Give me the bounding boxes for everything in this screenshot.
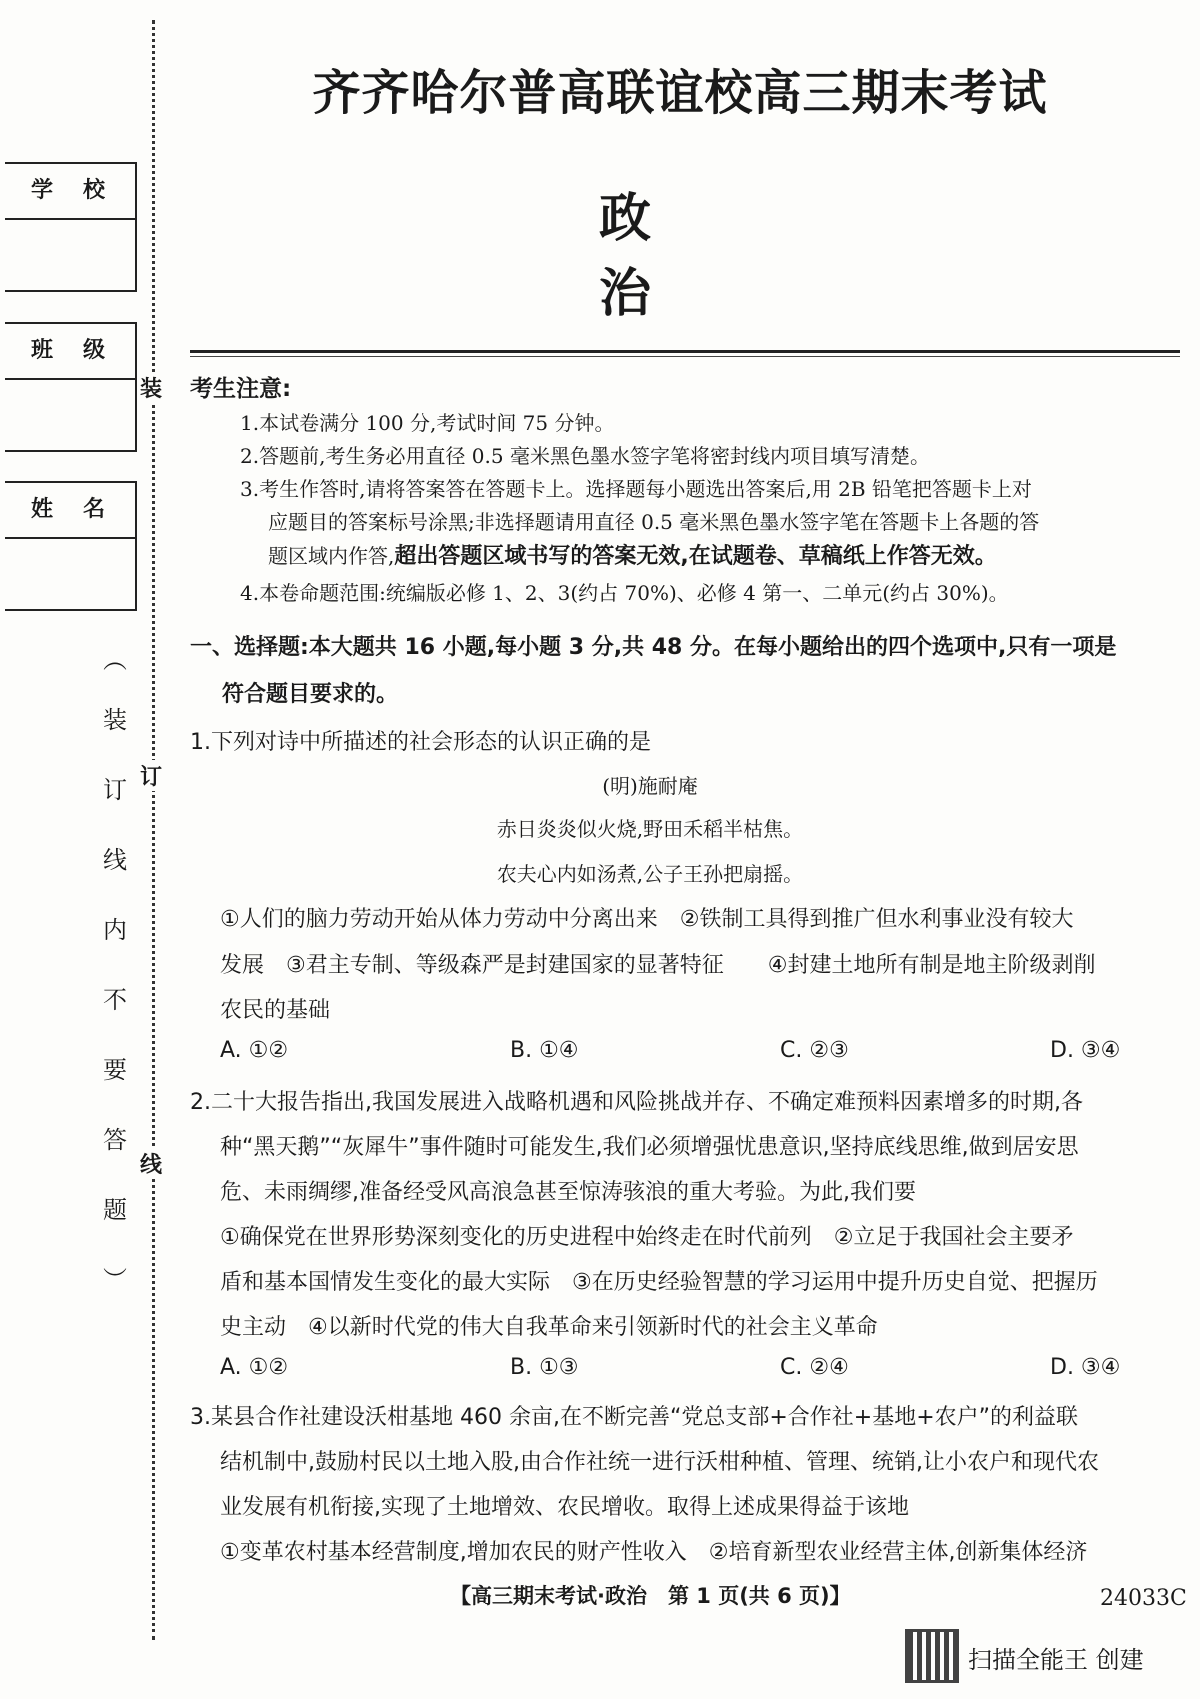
poem-line: 农夫心内如汤煮,公子王孙把扇摇。 xyxy=(496,862,804,886)
vertical-note-char: 不 xyxy=(103,986,127,1014)
question-2-stem: 2.二十大报告指出,我国发展进入战略机遇和风险挑战并存、不确定难预料因素增多的时期,各 xyxy=(190,1090,1083,1115)
page-footer: 【高三期末考试·政治 第 1 页(共 6 页)】 xyxy=(450,1584,851,1608)
binding-dotted-line xyxy=(152,20,155,1640)
question-2-stem: 种“黑天鹅”“灰犀牛”事件随时可能发生,我们必须增强忧患意识,坚持底线思维,做到居安思 xyxy=(220,1135,1079,1160)
question-2-item: 盾和基本国情发生变化的最大实际 ③在历史经验智慧的学习运用中提升历史自觉、把握历 xyxy=(220,1270,1098,1295)
option-a: A. ①② xyxy=(220,1355,289,1380)
vertical-note-char: 订 xyxy=(103,776,127,804)
section-heading-cont: 符合题目要求的。 xyxy=(222,682,399,707)
question-3-stem: 3.某县合作社建设沃柑基地 460 余亩,在不断完善“党总支部+合作社+基地+农户”的利益联 xyxy=(190,1405,1079,1430)
vertical-note-char: 内 xyxy=(103,916,127,944)
qr-code-icon xyxy=(905,1629,959,1683)
bind-label-ding: 订 xyxy=(140,760,162,791)
exam-title: 齐齐哈尔普高联谊校高三期末考试 xyxy=(312,65,1048,121)
vertical-note-char: 要 xyxy=(103,1056,127,1084)
vertical-note-char: 装 xyxy=(103,706,127,734)
notice-item: 应题目的答案标号涂黑;非选择题请用直径 0.5 毫米黑色墨水签字笔在答题卡上各题的答 xyxy=(268,510,1040,534)
option-d: D. ③④ xyxy=(1050,1038,1121,1063)
notice-item: 2.答题前,考生务必用直径 0.5 毫米黑色墨水签字笔将密封线内项目填写清楚。 xyxy=(240,444,930,468)
question-2-stem: 危、未雨绸缪,准备经受风高浪急甚至惊涛骇浪的重大考验。为此,我们要 xyxy=(220,1180,916,1205)
poem-line: 赤日炎炎似火烧,野田禾稻半枯焦。 xyxy=(496,817,804,841)
question-1-item: ①人们的脑力劳动开始从体力劳动中分离出来 ②铁制工具得到推广但水利事业没有较大 xyxy=(220,907,1074,932)
option-b: B. ①③ xyxy=(510,1355,579,1380)
notice-item: 3.考生作答时,请将答案答在答题卡上。选择题每小题选出答案后,用 2B 铅笔把答题卡上对 xyxy=(240,477,1032,501)
name-label: 姓名 xyxy=(5,483,135,539)
notice-item: 1.本试卷满分 100 分,考试时间 75 分钟。 xyxy=(240,411,615,435)
bind-label-xian: 线 xyxy=(140,1148,162,1179)
name-field[interactable] xyxy=(5,481,137,611)
bind-label-zhuang: 装 xyxy=(140,372,162,403)
notice-heading: 考生注意: xyxy=(190,376,292,402)
notice-emphasis: 超出答题区域书写的答案无效,在试题卷、草稿纸上作答无效。 xyxy=(394,544,997,569)
question-1-stem: 1.下列对诗中所描述的社会形态的认识正确的是 xyxy=(190,730,651,755)
poem-author: (明)施耐庵 xyxy=(602,774,698,798)
question-1-item: 农民的基础 xyxy=(220,998,331,1023)
notice-item: 4.本卷命题范围:统编版必修 1、2、3(约占 70%)、必修 4 第一、二单元(约占 30%)。 xyxy=(240,581,1009,605)
vertical-note-char: 线 xyxy=(103,846,127,874)
notice-item-text: 题区域内作答, xyxy=(268,544,395,568)
option-c: C. ②③ xyxy=(780,1038,849,1063)
school-label: 学校 xyxy=(5,164,135,220)
question-3-stem: 结机制中,鼓励村民以土地入股,由合作社统一进行沃柑种植、管理、统销,让小农户和现代农 xyxy=(220,1450,1099,1475)
subject-title: 政治 xyxy=(598,189,761,324)
notice-item xyxy=(268,539,997,570)
vertical-note-char: 题 xyxy=(103,1196,127,1224)
header-rule xyxy=(190,350,1180,353)
question-1-item: 发展 ③君主专制、等级森严是封建国家的显著特征 ④封建土地所有制是地主阶级剥削 xyxy=(220,953,1096,978)
section-heading: 一、选择题:本大题共 16 小题,每小题 3 分,共 48 分。在每小题给出的四个选项中,只有一项是 xyxy=(190,635,1117,660)
class-field[interactable] xyxy=(5,322,137,452)
option-b: B. ①④ xyxy=(510,1038,579,1063)
vertical-note-char: 答 xyxy=(103,1126,127,1154)
question-3-item: ①变革农村基本经营制度,增加农民的财产性收入 ②培育新型农业经营主体,创新集体经济 xyxy=(220,1540,1088,1565)
option-c: C. ②④ xyxy=(780,1355,849,1380)
school-field[interactable] xyxy=(5,162,137,292)
class-label: 班级 xyxy=(5,324,135,380)
option-a: A. ①② xyxy=(220,1038,289,1063)
vertical-note-char: ︵ xyxy=(103,646,127,674)
question-2-item: ①确保党在世界形势深刻变化的历史进程中始终走在时代前列 ②立足于我国社会主要矛 xyxy=(220,1225,1074,1250)
vertical-note-char: ︶ xyxy=(103,1266,127,1294)
option-d: D. ③④ xyxy=(1050,1355,1121,1380)
question-3-stem: 业发展有机衔接,实现了土地增效、农民增收。取得上述成果得益于该地 xyxy=(220,1495,909,1520)
question-2-item: 史主动 ④以新时代党的伟大自我革命来引领新时代的社会主义革命 xyxy=(220,1315,878,1340)
header-rule-thin xyxy=(190,356,1180,357)
scanner-watermark: 扫描全能王 创建 xyxy=(968,1646,1144,1674)
exam-code: 24033C xyxy=(1100,1586,1187,1611)
